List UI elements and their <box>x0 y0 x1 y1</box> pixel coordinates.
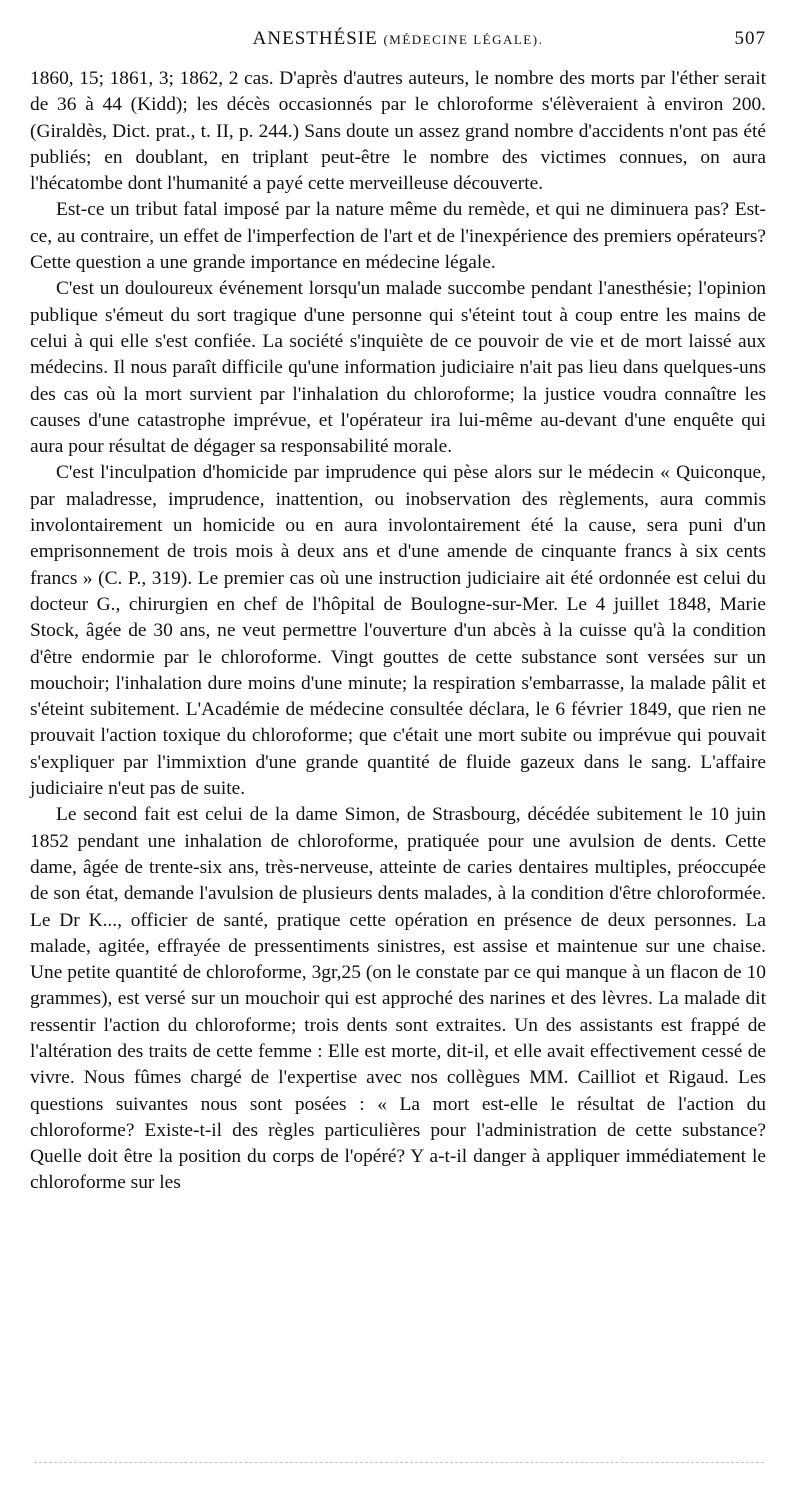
running-title <box>30 28 766 50</box>
running-title-main: ANESTHÉSIE <box>252 28 378 49</box>
running-head <box>30 28 766 58</box>
page-bottom-rule <box>34 1462 764 1463</box>
paragraph: Est-ce un tribut fatal imposé par la nature même du remède, et qui ne diminuera pas? Est-ce, au contraire, un effet de l'imperfection de l'art et de l'inexpérience des premiers opérateurs? Cette question a une grande importance en médecine légale. <box>30 199 766 274</box>
page-number: 507 <box>734 28 766 49</box>
paragraph: C'est un douloureux événement lorsqu'un malade succombe pendant l'anesthésie; l'opinion publique s'émeut du sort tragique d'une personne qui s'éteint tout à coup entre les mains de celui à qui elle s'est confiée. La société s'inquiète de ce pouvoir de vie et de mort laissé aux médecins. Il nous paraît difficile qu'une information judiciaire n'ait pas lieu dans quelques-uns des cas où la mort survient par l'inhalation du chloroforme; la justice voudra connaître les causes d'une catastrophe imprévue, et l'opérateur ira lui-même au-devant d'une enquête qui aura pour résultat de dégager sa responsabilité morale. <box>30 278 766 458</box>
paragraph: C'est l'inculpation d'homicide par imprudence qui pèse alors sur le médecin « Quiconque, par maladresse, imprudence, inattention, ou inobservation des règlements, aura commis involontairement un homicide ou en aura involontairement été la cause, sera puni d'un emprisonnement de trois mois à deux ans et d'une amende de cinquante francs à six cents francs » (C. P., 319). Le premier cas où une instruction judiciaire ait été ordonnée est celui du docteur G., chirurgien en chef de l'hôpital de Boulogne-sur-Mer. Le 4 juillet 1848, Marie Stock, âgée de 30 ans, ne veut permettre l'ouverture d'un abcès à la cuisse qu'à la condition d'être endormie par le chloroforme. Vingt gouttes de cette substance sont versées sur un mouchoir; l'inhalation dure moins d'une minute; la respiration s'embarrasse, la malade pâlit et s'éteint subitement. L'Académie de médecine consultée déclara, le 6 février 1849, que rien ne prouvait l'action toxique du chloroforme; que c'était une mort subite ou imprévue qui pouvait s'expliquer par l'immixtion d'une grande quantité de fluide gazeux dans le sang. L'affaire judiciaire n'eut pas de suite. <box>30 462 766 800</box>
paragraph-continuation: 1860, 15; 1861, 3; 1862, 2 cas. D'après d'autres auteurs, le nombre des morts par l'éther serait de 36 à 44 (Kidd); les décès occasionnés par le chloroforme s'élèveraient à environ 200. (Giraldès, Dict. prat., t. II, p. 244.) Sans doute un assez grand nombre d'accidents n'ont pas été publiés; en doublant, en triplant peut-être le nombre des victimes connues, on aura l'hécatombe dont l'humanité a payé cette merveilleuse découverte. <box>30 68 766 195</box>
running-title-subtitle: (MÉDECINE LÉGALE). <box>383 32 544 47</box>
paragraph: Le second fait est celui de la dame Simon, de Strasbourg, décédée subitement le 10 juin 1852 pendant une inhalation de chloroforme, pratiquée pour une avulsion de dents. Cette dame, âgée de trente-six ans, très-nerveuse, atteinte de caries dentaires multiples, préoccupée de son état, demande l'avulsion de plusieurs dents malades, à la condition d'être chloroformée. Le Dr K..., officier de santé, pratique cette opération en présence de deux personnes. La malade, agitée, effrayée de pressentiments sinistres, est assise et maintenue sur une chaise. Une petite quantité de chloroforme, 3gr,25 (on le constate par ce qui manque à un flacon de 10 grammes), est versé sur un mouchoir qui est approché des narines et des lèvres. La malade dit ressentir l'action du chloroforme; trois dents sont extraites. Un des assistants est frappé de l'altération des traits de cette femme : Elle est morte, dit-il, et elle avait effectivement cessé de vivre. Nous fûmes chargé de l'expertise avec nos collègues MM. Cailliot et Rigaud. Les questions suivantes nous sont posées : « La mort est-elle le résultat de l'action du chloroforme? Existe-t-il des règles particulières pour l'administration de cette substance? Quelle doit être la position du corps de l'opéré? Y a-t-il danger à appliquer immédiatement le chloroforme sur les <box>30 804 766 1194</box>
book-page <box>30 28 766 1197</box>
page-body <box>30 66 766 1197</box>
